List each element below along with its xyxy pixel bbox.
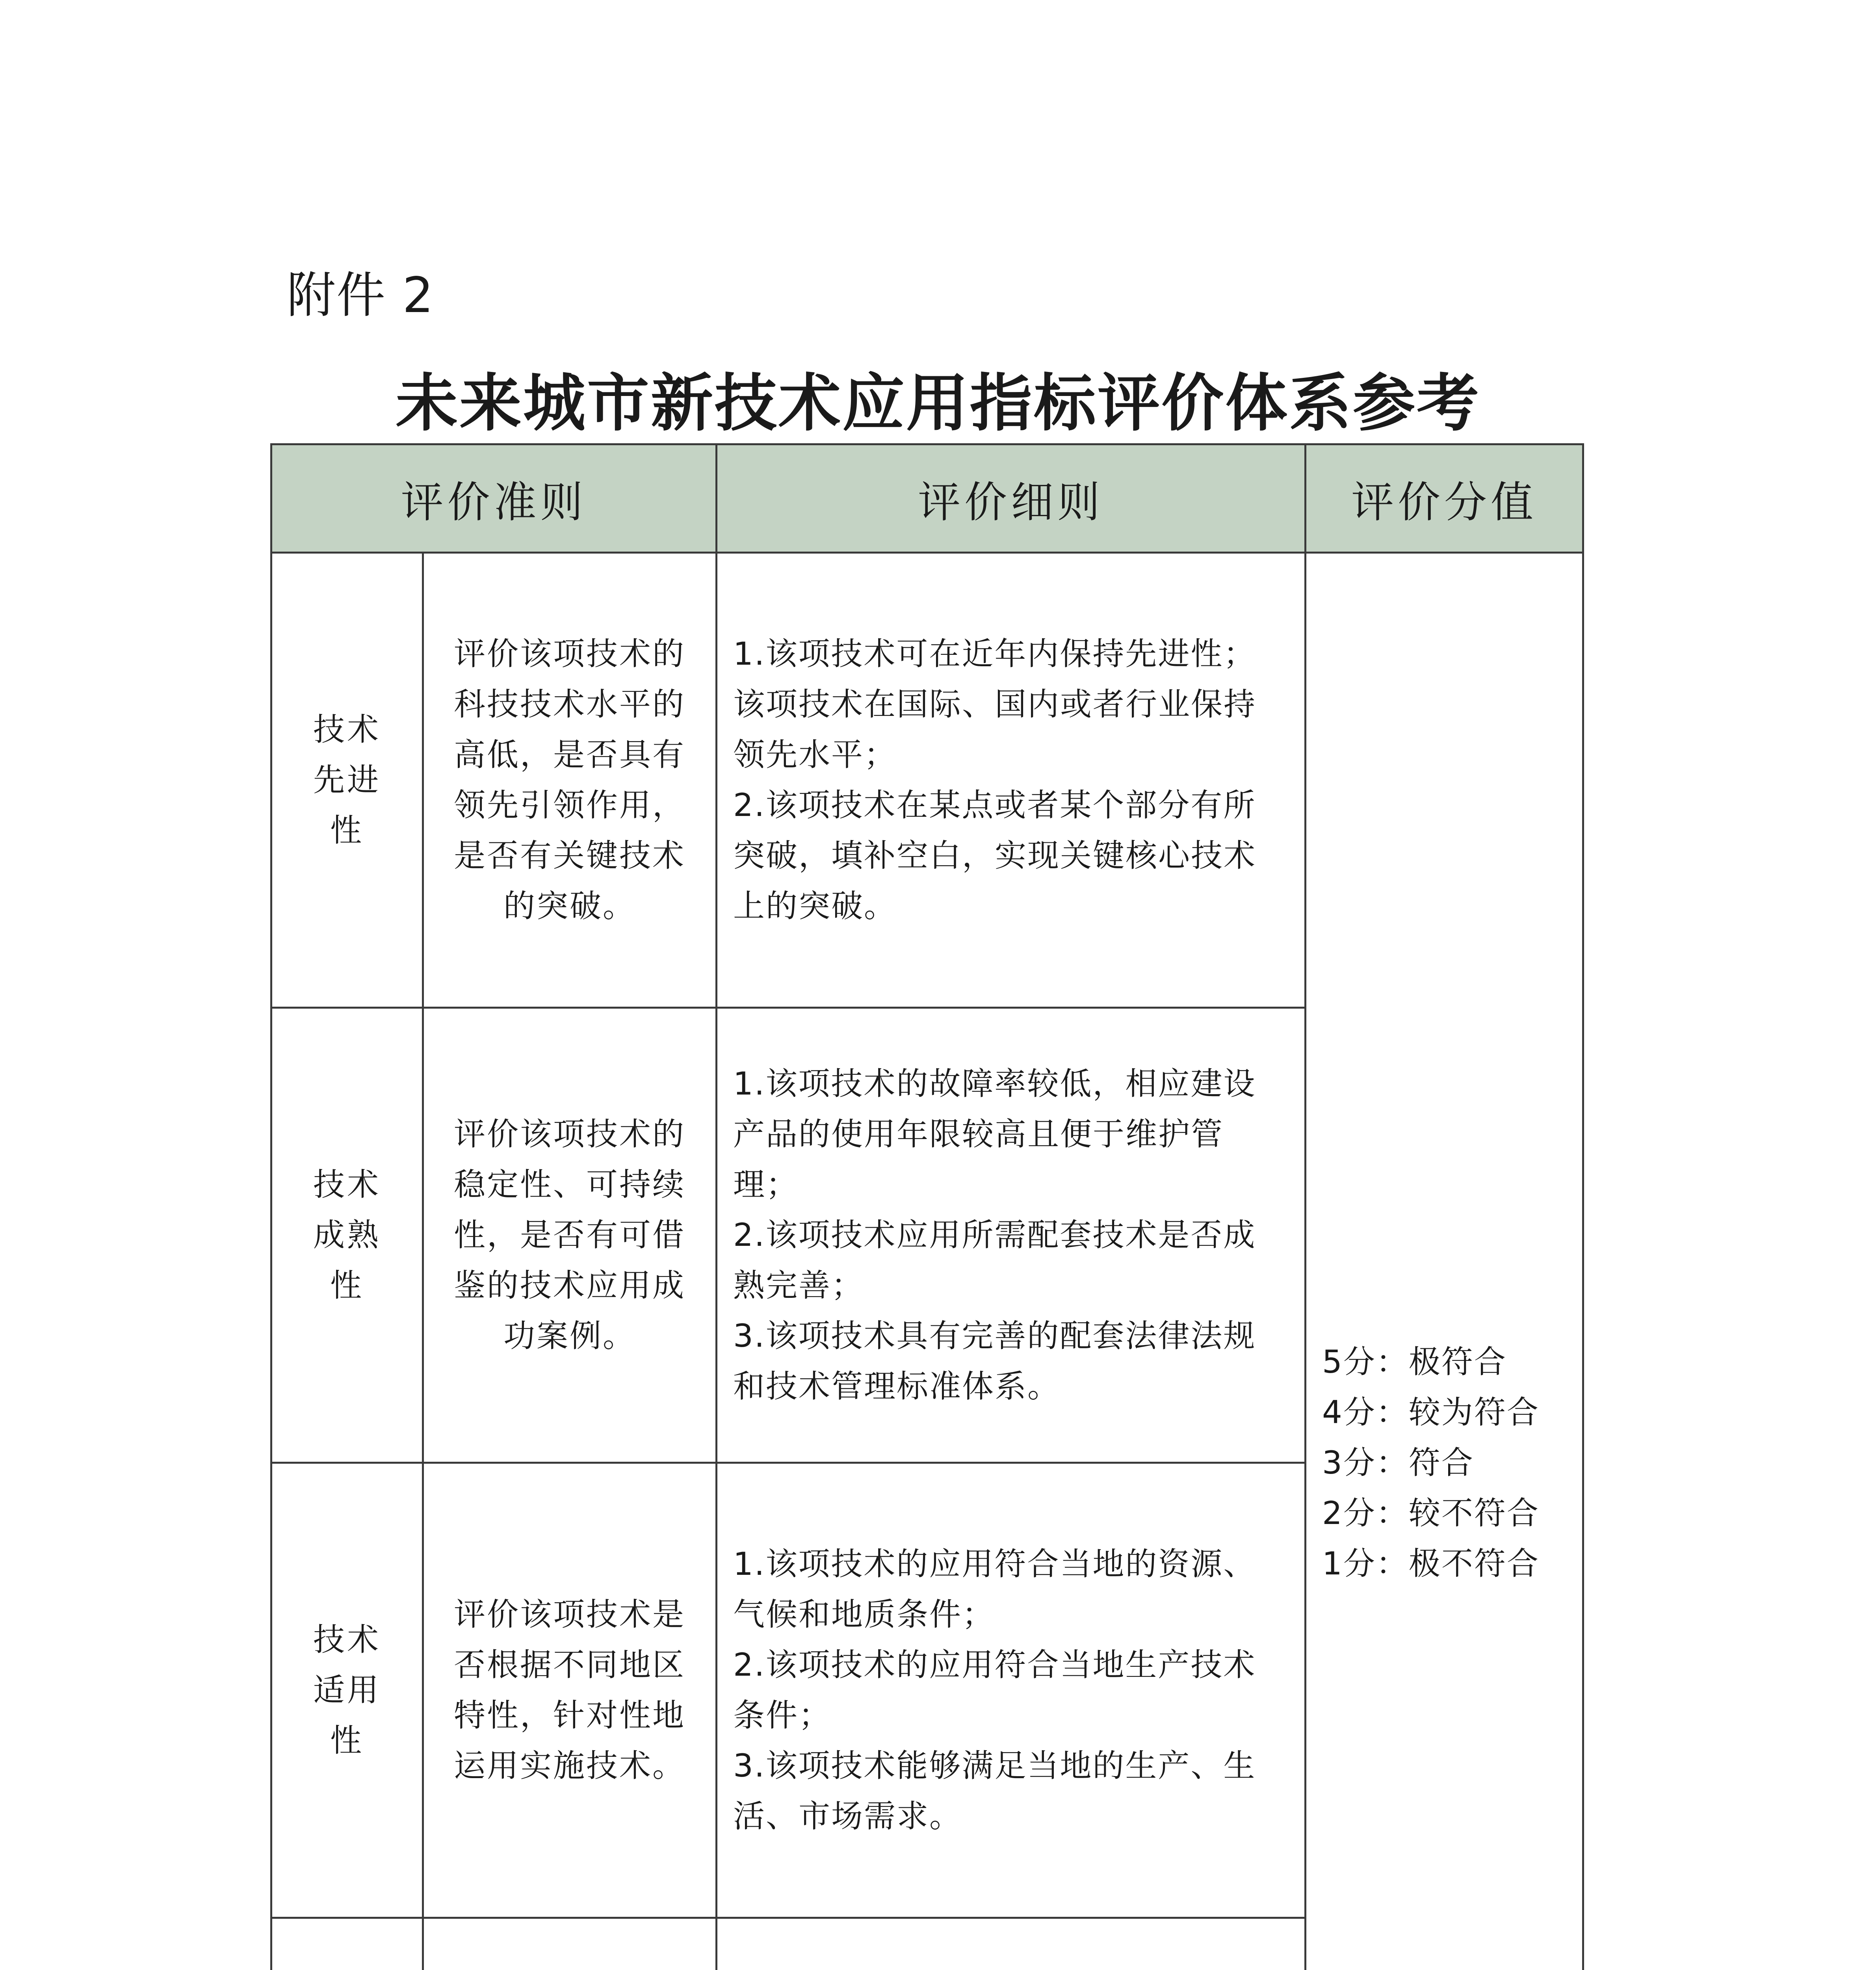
header-criteria: 评价准则: [271, 444, 717, 553]
table-row: [271, 553, 1583, 1008]
page-title: 未来城市新技术应用指标评价体系参考: [396, 367, 1480, 440]
criterion-description-cell: [423, 1008, 717, 1463]
detail-item: 3.该项技术能够满足当地的生产、生活、市场需求。: [733, 1747, 1256, 1834]
criterion-description-cell: [423, 1463, 717, 1918]
criterion-name-cell: [271, 1463, 423, 1918]
criterion-description-cell: [423, 1918, 717, 1970]
detail-cell: [717, 1918, 1306, 1970]
criterion-description: 评价该项技术是否根据不同地区特性，针对性地运用实施技术。: [454, 1596, 685, 1784]
detail-cell: [717, 553, 1306, 1008]
criterion-description-cell: [423, 553, 717, 1008]
score-level: 5分：极符合: [1322, 1343, 1507, 1380]
criterion-name: 技术成熟性: [313, 1166, 381, 1304]
detail-item: 1.该项技术的故障率较低，相应建设产品的使用年限较高且便于维护管理；: [733, 1065, 1256, 1203]
criterion-description: 评价该项技术的科技技术水平的高低，是否具有领先引领作用，是否有关键技术的突破。: [454, 636, 685, 924]
detail-item: 1.该项技术可在近年内保持先进性；该项技术在国际、国内或者行业保持领先水平；: [733, 636, 1257, 773]
page-label: 附件 2: [287, 267, 435, 324]
table-header-row: [271, 444, 1583, 553]
detail-item: 2.该项技术应用所需配套技术是否成熟完善；: [733, 1217, 1256, 1304]
criterion-name: 技术适用性: [313, 1621, 381, 1759]
detail-item: 1.该项技术的应用符合当地的资源、气候和地质条件；: [733, 1546, 1256, 1633]
detail-item: 2.该项技术的应用符合当地生产技术条件；: [733, 1647, 1256, 1734]
criterion-name-cell: [271, 1918, 423, 1970]
criterion-name: 技术先进性: [313, 711, 381, 849]
detail-item: 3.该项技术具有完善的配套法律法规和技术管理标准体系。: [733, 1318, 1256, 1405]
detail-cell: [717, 1008, 1306, 1463]
score-level: 1分：极不符合: [1322, 1545, 1540, 1582]
evaluation-table: [270, 443, 1584, 1970]
criterion-name-cell: [271, 553, 423, 1008]
header-details: 评价细则: [717, 444, 1306, 553]
criterion-description: 评价该项技术的稳定性、可持续性，是否有可借鉴的技术应用成功案例。: [454, 1116, 685, 1354]
score-level: 4分：较为符合: [1322, 1394, 1540, 1431]
detail-item: 2.该项技术在某点或者某个部分有所突破，填补空白，实现关键核心技术上的突破。: [733, 787, 1257, 924]
score-level: 3分：符合: [1322, 1444, 1474, 1481]
score-scale-cell: [1306, 553, 1583, 1970]
score-level: 2分：较不符合: [1322, 1494, 1540, 1531]
criterion-name-cell: [271, 1008, 423, 1463]
header-score: 评价分值: [1306, 444, 1583, 553]
detail-cell: [717, 1463, 1306, 1918]
